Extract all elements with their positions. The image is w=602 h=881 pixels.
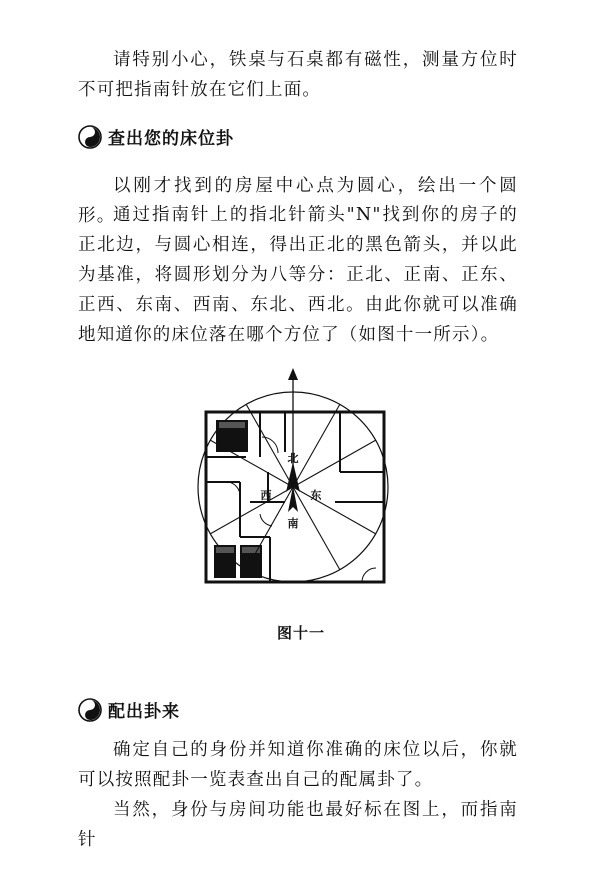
floor-plan-figure [190, 362, 410, 602]
section-heading-text: 配出卦来 [108, 702, 180, 722]
yin-yang-icon [78, 125, 102, 149]
section-heading-text: 查出您的床位卦 [108, 129, 234, 149]
bed-top-left [216, 420, 248, 452]
label-east: 东 [310, 489, 322, 502]
paragraph-magnet-warning: 请特别小心，铁桌与石桌都有磁性，测量方位时不可把指南针放在它们上面。 [78, 50, 518, 100]
paragraph-label-rooms: 当然，身份与房间功能也最好标在图上，而指南针 [78, 800, 518, 850]
label-west: 西 [260, 489, 272, 502]
yin-yang-icon [78, 698, 102, 722]
bed-bottom-left-1 [214, 545, 236, 578]
paragraph-draw-circle: 以刚才找到的房屋中心点为圆心，绘出一个圆形。 [78, 176, 518, 226]
figure-caption: 图十一 [276, 624, 325, 642]
label-south: 南 [287, 517, 299, 530]
section-heading-bed-trigram [78, 124, 234, 149]
section-heading-match-trigram [78, 697, 180, 722]
label-north: 北 [287, 452, 299, 465]
paragraph-identity-lookup: 确定自己的身份并知道你准确的床位以后，你就可以按照配卦一览表查出自己的配属卦了。 [78, 740, 518, 790]
paragraph-compass-method: 通过指南针上的指北针箭头"N"找到你的房子的正北边，与圆心相连，得出正北的黑色箭头，并以此为基准，将圆形划分为八等分：正北、正南、正东、正西、东南、西南、东北、西北。由此你就可以准确地知道你的床位落在哪个方位了（如图十一所示）。 [78, 205, 518, 345]
